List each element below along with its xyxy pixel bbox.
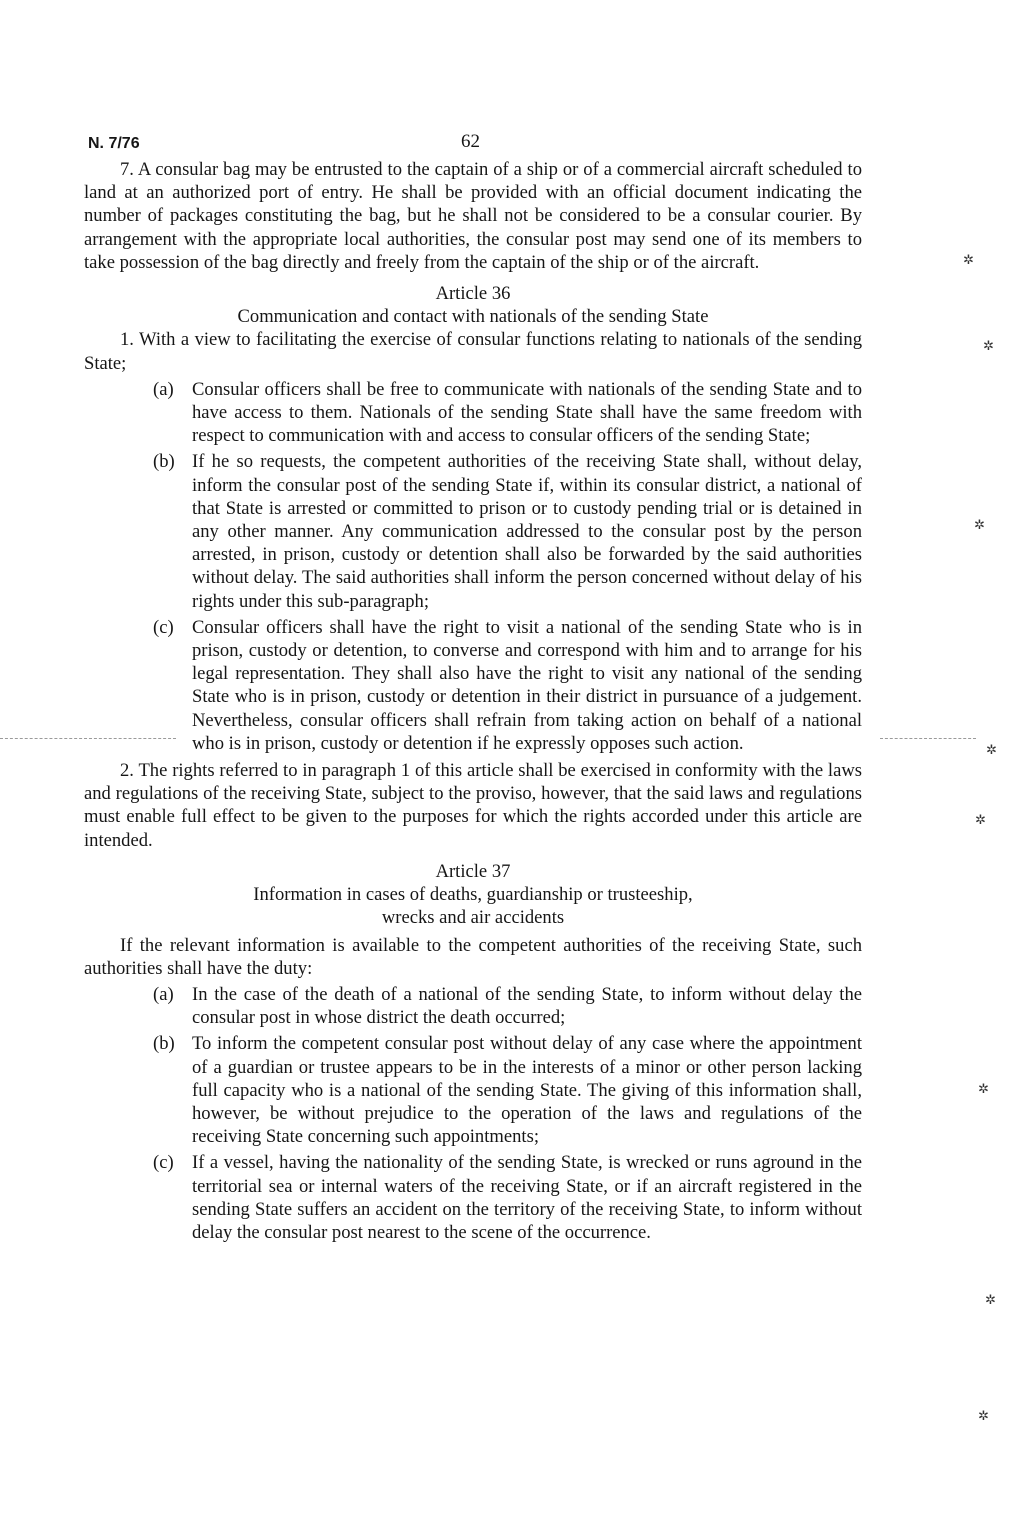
margin-mark-icon: ✲ <box>978 1081 989 1096</box>
page-header <box>84 128 862 158</box>
article-37-heading: Article 37 <box>435 860 511 882</box>
paragraph-7: 7. A consular bag may be entrusted to the captain of a ship or of a commercial aircraft scheduled to land at an authorized port of entry. He shall be provided with an official document indicating the number of packages constituting the bag, but he shall not be considered to be a consular courier. By arrangement with the appropriate local authorities, the consular post may send one of its members to take possession of the bag directly and freely from the captain of the ship or of the aircraft. <box>84 159 862 273</box>
article-36-title: Communication and contact with nationals of the sending State <box>237 306 709 328</box>
item-text: In the case of the death of a national of the sending State, to inform without delay the consular post in whose district the death occurred; <box>192 983 862 1029</box>
margin-mark-icon: ✲ <box>985 1292 996 1307</box>
document-page <box>84 128 862 1246</box>
item-label: (c) <box>153 616 174 638</box>
margin-mark-icon: ✲ <box>975 812 986 827</box>
article-37-title-line-2: wrecks and air accidents <box>381 907 565 929</box>
article-36-heading: Article 36 <box>435 283 511 305</box>
item-text: Consular officers shall be free to communicate with nationals of the sending State and to have access to them. Nationals of the sending State shall have the same freedom with respect to communication with and access to consular officers of the sending State; <box>192 378 862 447</box>
item-text: Consular officers shall have the right to visit a national of the sending State who is in prison, custody or detention, to converse and correspond with him and to arrange for his legal representation. They shall also have the right to visit any national of the sending State who is in prison, custody or detention in their district in pursuance of a judgement. Nevertheless, consular officers shall refrain from taking action on behalf of a national who is in prison, custody or detention if he expressly opposes such action. <box>192 616 862 754</box>
item-text: If a vessel, having the nationality of the sending State, is wrecked or runs aground in the territorial sea or internal waters of the receiving State, or if an aircraft registered in the sending State suffers an accident on the territory of the receiving State, to inform without delay the consular post nearest to the scene of the occurrence. <box>192 1152 862 1243</box>
article-37-title-line-1: Information in cases of deaths, guardianship or trusteeship, <box>253 884 693 906</box>
margin-mark-icon: ✲ <box>986 742 997 757</box>
margin-mark-icon: ✲ <box>974 517 985 532</box>
article-36-item-a <box>84 378 862 448</box>
item-label: (a) <box>153 378 174 400</box>
item-label: (a) <box>153 983 174 1005</box>
article-36-item-c <box>84 616 862 755</box>
scan-artifact-right <box>880 738 976 739</box>
item-text: To inform the competent consular post without delay of any case where the appointment of a guardian or trustee appears to be in the interests of a minor or other person lacking full capacity who is a national of the sending State. The giving of this information shall, however, be without prejudice to the operation of the laws and regulations of the receiving State concerning such appointments; <box>192 1033 862 1148</box>
article-36-paragraph-2: 2. The rights referred to in paragraph 1 of this article shall be exercised in conformity with the laws and regulations of the receiving State, subject to the proviso, however, that the said laws and regulations must enable full effect to be given to the purposes for which the rights accorded under this article are intended. <box>84 760 862 851</box>
item-label: (c) <box>153 1152 174 1174</box>
article-37-item-a <box>84 983 862 1029</box>
page-number: 62 <box>461 131 480 152</box>
article-37-item-c <box>84 1151 862 1244</box>
article-36-paragraph-1: 1. With a view to facilitating the exercise of consular functions relating to nationals of the sending State; <box>84 329 862 374</box>
item-label: (b) <box>153 1033 175 1055</box>
article-37-item-b <box>84 1032 862 1148</box>
article-36-item-b <box>84 450 862 612</box>
margin-mark-icon: ✲ <box>983 338 994 353</box>
item-text: If he so requests, the competent authorities of the receiving State shall, without delay, inform the consular post of the sending State if, within its consular district, a national of that State is arrested or committed to prison or to custody pending trial or is detained in any other manner. Any communication addressed to the consular post by the person arrested, in prison, custody or detention shall also be forwarded by the said authorities without delay. The said authorities shall inform the person concerned without delay of his rights under this sub-paragraph; <box>192 451 862 612</box>
margin-mark-icon: ✲ <box>978 1408 989 1423</box>
article-37-intro: If the relevant information is available to the competent authorities of the receiving State, such authorities shall have the duty: <box>84 934 862 979</box>
document-reference: N. 7/76 <box>88 135 140 152</box>
margin-mark-icon: ✲ <box>963 252 974 267</box>
scan-artifact-left <box>0 738 176 739</box>
item-label: (b) <box>153 451 175 473</box>
